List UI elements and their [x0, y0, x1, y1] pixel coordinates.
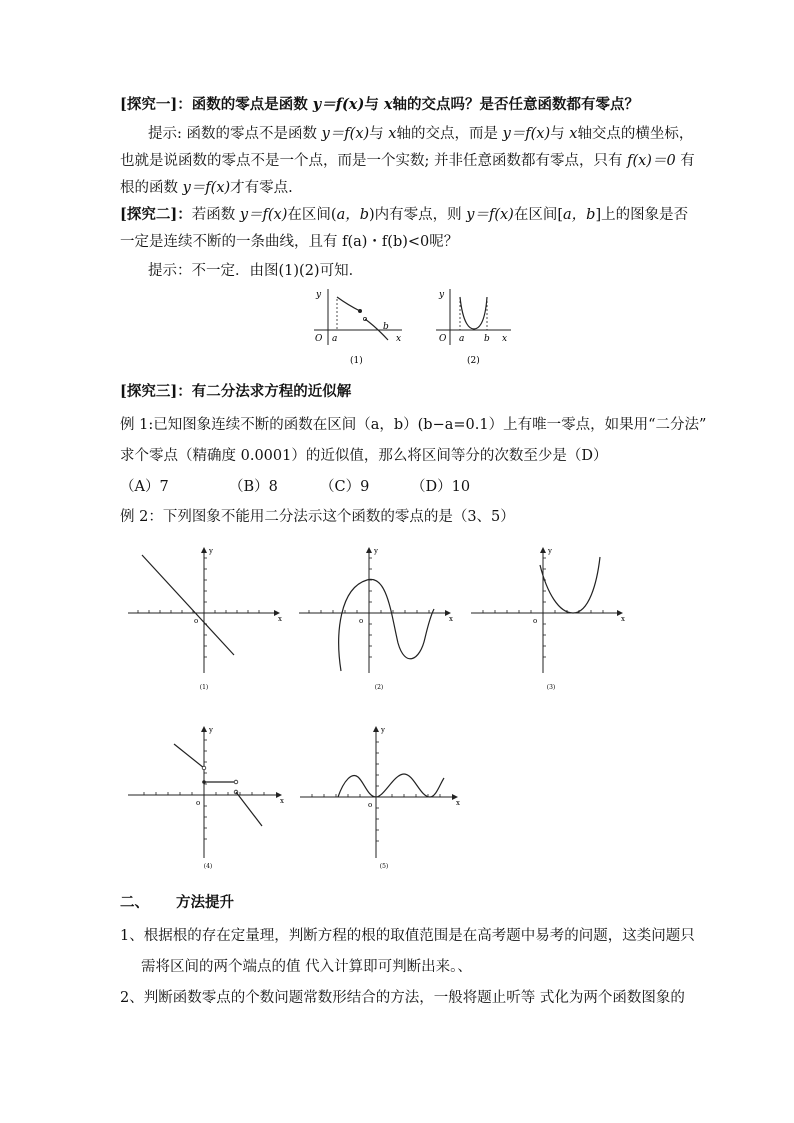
explore-1-hint-line-2: 也就是说函数的零点不是一个点，而是一个实数; 并非任意函数都有零点，只有 f(x)＝0 有: [120, 153, 695, 169]
option-b: （B）8: [229, 479, 278, 495]
graph-4: [126, 722, 288, 872]
section-2-title: 方法提升: [176, 894, 234, 911]
origin-label: o: [196, 799, 201, 807]
open-dot-right: [234, 780, 238, 784]
a-label: a: [459, 334, 465, 344]
caption: (2): [467, 356, 480, 366]
explore-1-hint-line-1: 提示: 函数的零点不是函数 y＝f(x)与 x轴的交点，而是 y＝f(x)与 x轴交点的横坐标，: [148, 126, 694, 142]
graph-1: [124, 543, 286, 693]
x-label: x: [278, 615, 282, 623]
u-curve: [460, 297, 487, 329]
function-curve: [338, 774, 444, 797]
method-item-1-line-2: 需将区间的两个端点的值 代入计算即可判断出来。、: [141, 959, 472, 975]
origin-label: o: [368, 801, 373, 809]
origin-label: o: [533, 617, 538, 625]
caption: (5): [379, 863, 389, 870]
y-label: y: [548, 547, 552, 555]
function-curve: [540, 557, 600, 613]
option-c: （C）9: [320, 479, 370, 495]
x-label: x: [621, 615, 625, 623]
explore-2-hint: 提示：不一定．由图(1)(2)可知．: [148, 263, 364, 279]
caption: (1): [350, 356, 363, 366]
a-label: a: [332, 334, 338, 344]
hint-graph-1: [310, 285, 410, 367]
y-arrow: [201, 726, 207, 732]
method-item-1-line-1: 1、根据根的存在定量理，判断方程的根的取值范围是在高考题中易考的问题，这类问题只: [120, 928, 695, 944]
explore-2-line-1: [探究二]：若函数 y＝f(x)在区间(a，b)内有零点，则 y＝f(x)在区间[a，b]上的图象是否: [120, 206, 689, 223]
b-label: b: [484, 334, 490, 344]
explore-3-heading: [探究三]：有二分法求方程的近似解: [120, 383, 352, 400]
x-label: x: [456, 799, 460, 807]
open-dot-top: [202, 766, 206, 770]
right-segment: [236, 792, 262, 826]
example-1-line-2: 求个零点（精确度 0.0001）的近似值，那么将区间等分的次数至少是（D）: [120, 448, 608, 464]
caption: (1): [199, 684, 209, 691]
explore-1-heading: [探究一]：函数的零点是函数 y＝f(x)与 x轴的交点吗？是否任意函数都有零点？: [120, 96, 640, 113]
explore-1-hint-line-3: 根的函数 y＝f(x)才有零点.: [120, 180, 293, 196]
method-item-2-line-1: 2、判断函数零点的个数问题常数形结合的方法，一般将题止听等 式化为两个函数图象的: [120, 990, 685, 1006]
y-axis-label: y: [439, 290, 445, 300]
caption: (4): [203, 863, 213, 870]
origin-label: O: [439, 334, 447, 344]
left-segment: [174, 744, 204, 768]
y-arrow: [201, 547, 207, 553]
section-2-number: 二、: [120, 894, 149, 911]
origin-label: o: [359, 617, 364, 625]
y-label: y: [381, 726, 385, 734]
x-axis-label: x: [502, 334, 508, 344]
explore-2-line-2: 一定是连续不断的一条曲线，且有 f(a)・f(b)<0呢？: [120, 234, 459, 250]
origin-label: o: [194, 617, 199, 625]
y-axis-label: y: [316, 290, 322, 300]
hint-graph-2: [436, 285, 526, 367]
x-label: x: [280, 797, 284, 805]
x-axis-label: x: [396, 334, 402, 344]
option-d: （D）10: [411, 479, 471, 495]
b-label: b: [383, 322, 389, 332]
origin-label: O: [315, 334, 323, 344]
caption: (3): [546, 684, 556, 691]
function-curve: [339, 579, 434, 671]
example-1-line-1: 例 1:已知图象连续不断的函数在区间（a，b）(b−a=0.1）上有唯一零点，如果用“二分法”: [120, 417, 707, 433]
example-2-line: 例 2：下列图象不能用二分法示这个函数的零点的是（3、5）: [120, 509, 515, 525]
y-label: y: [374, 547, 378, 555]
y-label: y: [209, 726, 213, 734]
curve-left-piece: [337, 297, 360, 311]
function-line: [142, 555, 234, 655]
caption: (2): [374, 684, 384, 691]
endpoint-dot: [358, 309, 362, 313]
x-label: x: [449, 615, 453, 623]
y-arrow: [540, 547, 546, 553]
option-a: （A）7: [120, 479, 169, 495]
y-arrow: [366, 547, 372, 553]
graph-3: [467, 543, 629, 693]
graph-2: [295, 543, 457, 693]
y-arrow: [373, 726, 379, 732]
y-label: y: [209, 547, 213, 555]
graph-5: [298, 722, 468, 872]
